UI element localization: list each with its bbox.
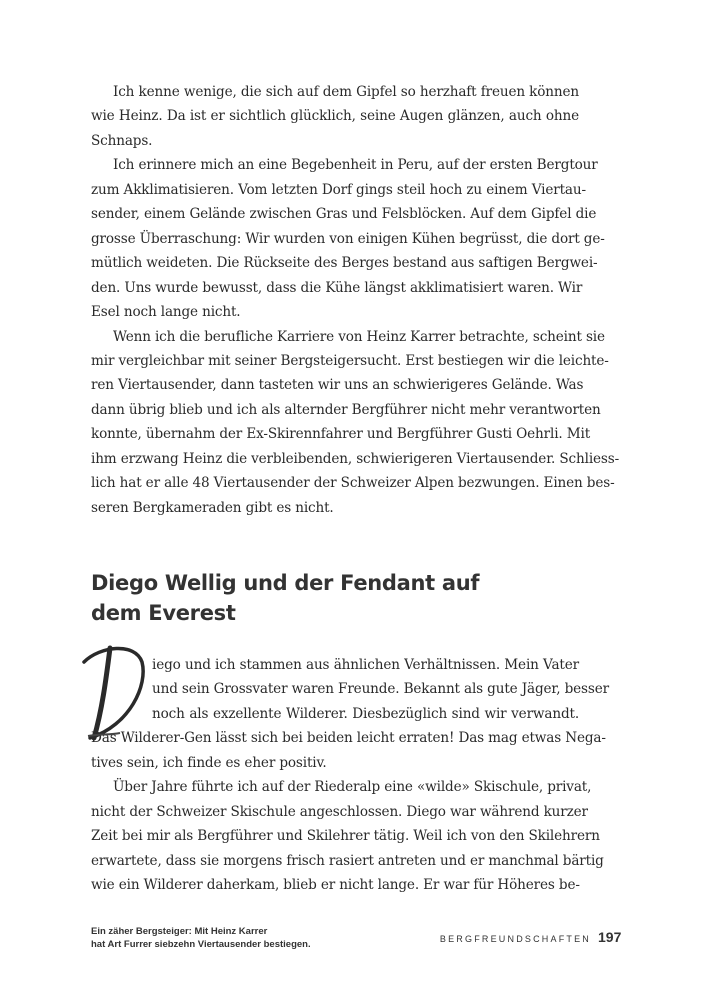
text-line: Zeit bei mir als Bergführer und Skilehrer tätig. Weil ich von den Skilehrern bbox=[91, 828, 600, 845]
heading-line: Diego Wellig und der Fendant auf bbox=[91, 571, 480, 595]
text-line: wie Heinz. Da ist er sichtlich glücklich, seine Augen glänzen, auch ohne bbox=[91, 108, 579, 125]
text-line: Esel noch lange nicht. bbox=[91, 304, 241, 321]
text-line: ihm erzwang Heinz die verbleibenden, schwierigeren Viertausender. Schliess- bbox=[91, 450, 620, 467]
text-line: mir vergleichbar mit seiner Bergsteigersucht. Erst bestiegen wir die leichte- bbox=[91, 352, 609, 369]
caption-line: hat Art Furrer siebzehn Viertausender bestiegen. bbox=[91, 938, 311, 950]
text-line: Ich erinnere mich an eine Begebenheit in Peru, auf der ersten Bergtour bbox=[113, 157, 598, 174]
caption-line: Ein zäher Bergsteiger: Mit Heinz Karrer bbox=[91, 926, 268, 937]
text-line: lich hat er alle 48 Viertausender der Schweizer Alpen bezwungen. Einen bes- bbox=[91, 475, 615, 492]
text-line: Schnaps. bbox=[91, 132, 153, 149]
text-line: iego und ich stammen aus ähnlichen Verhältnissen. Mein Vater bbox=[152, 657, 579, 673]
running-head: BERGFREUNDSCHAFTEN bbox=[439, 934, 591, 944]
text-line: dann übrig blieb und ich als alternder Bergführer nicht mehr verantworten bbox=[91, 401, 601, 418]
text-line: noch als exzellente Wilderer. Diesbezüglich sind wir verwandt. bbox=[152, 705, 579, 722]
text-line: wie ein Wilderer daherkam, blieb er nicht lange. Er war für Höheres be- bbox=[91, 877, 580, 894]
section-heading bbox=[91, 568, 479, 628]
text-line: Über Jahre führte ich auf der Riederalp eine «wilde» Skischule, privat, bbox=[113, 779, 592, 796]
text-line: grosse Überraschung: Wir wurden von einigen Kühen begrüsst, die dort ge- bbox=[91, 230, 605, 247]
text-line: sender, einem Gelände zwischen Gras und Felsblöcken. Auf dem Gipfel die bbox=[91, 206, 597, 223]
dropcap-d-initial bbox=[80, 640, 150, 745]
text-line: erwartete, dass sie morgens frisch rasiert antreten und er manchmal bärtig bbox=[91, 852, 604, 869]
text-line: Ich kenne wenige, die sich auf dem Gipfel so herzhaft freuen können bbox=[113, 84, 579, 100]
text-line: Das Wilderer-Gen lässt sich bei beiden leicht erraten! Das mag etwas Nega- bbox=[91, 730, 606, 747]
photo-caption bbox=[91, 926, 311, 951]
text-line: nicht der Schweizer Skischule angeschlossen. Diego war während kurzer bbox=[91, 803, 588, 820]
text-line: Wenn ich die berufliche Karriere von Heinz Karrer betrachte, scheint sie bbox=[113, 328, 605, 345]
heading-line: dem Everest bbox=[91, 601, 236, 625]
text-line: tives sein, ich finde es eher positiv. bbox=[91, 754, 327, 771]
text-line: und sein Grossvater waren Freunde. Bekannt als gute Jäger, besser bbox=[152, 681, 609, 698]
text-line: mütlich weideten. Die Rückseite des Berges bestand aus saftigen Bergwei- bbox=[91, 255, 598, 272]
text-line: ren Viertausender, dann tasteten wir uns an schwierigeres Gelände. Was bbox=[91, 377, 584, 394]
page-number: 197 bbox=[598, 929, 622, 945]
text-line: den. Uns wurde bewusst, dass die Kühe längst akklimatisiert waren. Wir bbox=[91, 279, 583, 296]
text-line: konnte, übernahm der Ex-Skirennfahrer und Bergführer Gusti Oehrli. Mit bbox=[91, 426, 591, 443]
text-line: zum Akklimatisieren. Vom letzten Dorf gings steil hoch zu einem Viertau- bbox=[91, 181, 586, 198]
text-line: seren Bergkameraden gibt es nicht. bbox=[91, 499, 334, 516]
